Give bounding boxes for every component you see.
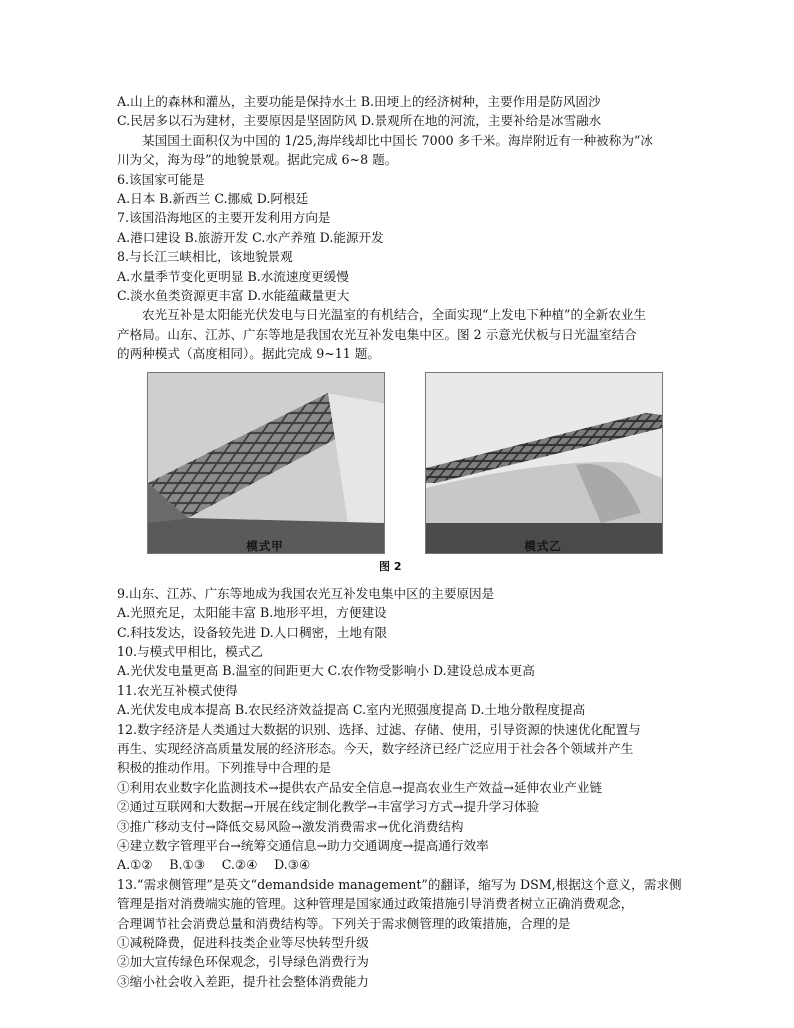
statement-2: ②加大宣传绿色环保观念，引导绿色消费行为 [117,954,369,970]
text-line: C.民居多以石为建材，主要原因是坚固防风 D.景观所在地的河流，主要补给是冰雪融水 [117,113,602,129]
caption-mode-b: 模式乙 [524,538,562,553]
text-line: 管理是指对消费端实施的管理。这种管理是国家通过政策措施引导消费者树立正确消费观念， [117,896,634,912]
photo-mode-a [147,372,385,554]
options-8: A.水量季节变化更明显 B.水流速度更缓慢 [117,268,349,284]
text-line: 产格局。山东、江苏、广东等地是我国农光互补发电集中区。图 2 示意光伏板与日光温室结合 [117,326,637,342]
options-10: A.光伏发电量更高 B.温室的间距更大 C.农作物受影响小 D.建设总成本更高 [117,663,535,679]
options-12: A.①② B.①③ C.②④ D.③④ [117,857,311,873]
question-9: 9.山东、江苏、广东等地成为我国农光互补发电集中区的主要原因是 [117,585,495,601]
options-11: A.光伏发电成本提高 B.农民经济效益提高 C.室内光照强度提高 D.土地分散程度提高 [117,702,586,718]
question-11: 11.农光互补模式使得 [117,682,238,698]
text-line: 合理调节社会消费总量和消费结构等。下列关于需求侧管理的政策措施，合理的是 [117,915,571,931]
figure-label: 图 2 [379,559,402,573]
document-page [117,92,682,991]
figure-2 [117,372,682,572]
caption-mode-a: 模式甲 [246,538,284,553]
text-line: A.山上的森林和灌丛，主要功能是保持水土 B.田埂上的经济树种，主要作用是防风固沙 [117,94,601,109]
options-7: A.港口建设 B.旅游开发 C.水产养殖 D.能源开发 [117,229,384,245]
question-12: 12.数字经济是人类通过大数据的识别、选择、过滤、存储、使用，引导资源的快速优化配置与 [117,721,641,737]
text-line: 农光互补是太阳能光伏发电与日光温室的有机结合，全面实现“上发电下种植”的全新农业生 [142,307,647,323]
statement-3: ③缩小社会收入差距，提升社会整体消费能力 [117,973,369,989]
photo-mode-b [425,372,663,554]
options-6: A.日本 B.新西兰 C.挪威 D.阿根廷 [117,191,309,207]
question-13: 13.“需求侧管理”是英文“demandside management”的翻译，缩写为 DSM,根据这个意义，需求侧 [117,876,682,892]
text-line: 某国国土面积仅为中国的 1/25,海岸线却比中国长 7000 多千米。海岸附近有一种被称为“冰 [142,132,653,148]
solar-greenhouse-a-image [148,373,384,553]
options-9: A.光照充足，太阳能丰富 B.地形平坦，方便建设 [117,605,387,621]
text-line: 川为父，海为母”的地貌景观。据此完成 6~8 题。 [117,152,398,168]
statement-2: ②通过互联网和大数据→开展在线定制化教学→丰富学习方式→提升学习体验 [117,799,540,815]
question-6: 6.该国家可能是 [117,171,205,187]
text-line: 积极的推动作用。下列推导中合理的是 [117,760,332,776]
text-line: 的两种模式（高度相同）。据此完成 9~11 题。 [117,346,380,362]
question-7: 7.该国沿海地区的主要开发利用方向是 [117,210,331,226]
question-8: 8.与长江三峡相比，该地貌景观 [117,249,293,265]
statement-4: ④建立数字管理平台→统筹交通信息→助力交通调度→提高通行效率 [117,837,489,853]
options-8: C.淡水鱼类资源更丰富 D.水能蕴藏量更大 [117,288,350,304]
statement-3: ③推广移动支付→降低交易风险→激发消费需求→优化消费结构 [117,818,464,834]
question-10: 10.与模式甲相比，模式乙 [117,643,263,659]
statement-1: ①利用农业数字化监测技术→提供农产品安全信息→提高农业生产效益→延伸农业产业链 [117,779,603,795]
statement-1: ①减税降费，促进科技类企业等尽快转型升级 [117,935,369,950]
text-line: 再生、实现经济高质量发展的经济形态。今天，数字经济已经广泛应用于社会各个领域并产生 [117,740,634,756]
options-9: C.科技发达，设备较先进 D.人口稠密，土地有限 [117,624,388,640]
solar-greenhouse-b-image [426,373,662,553]
